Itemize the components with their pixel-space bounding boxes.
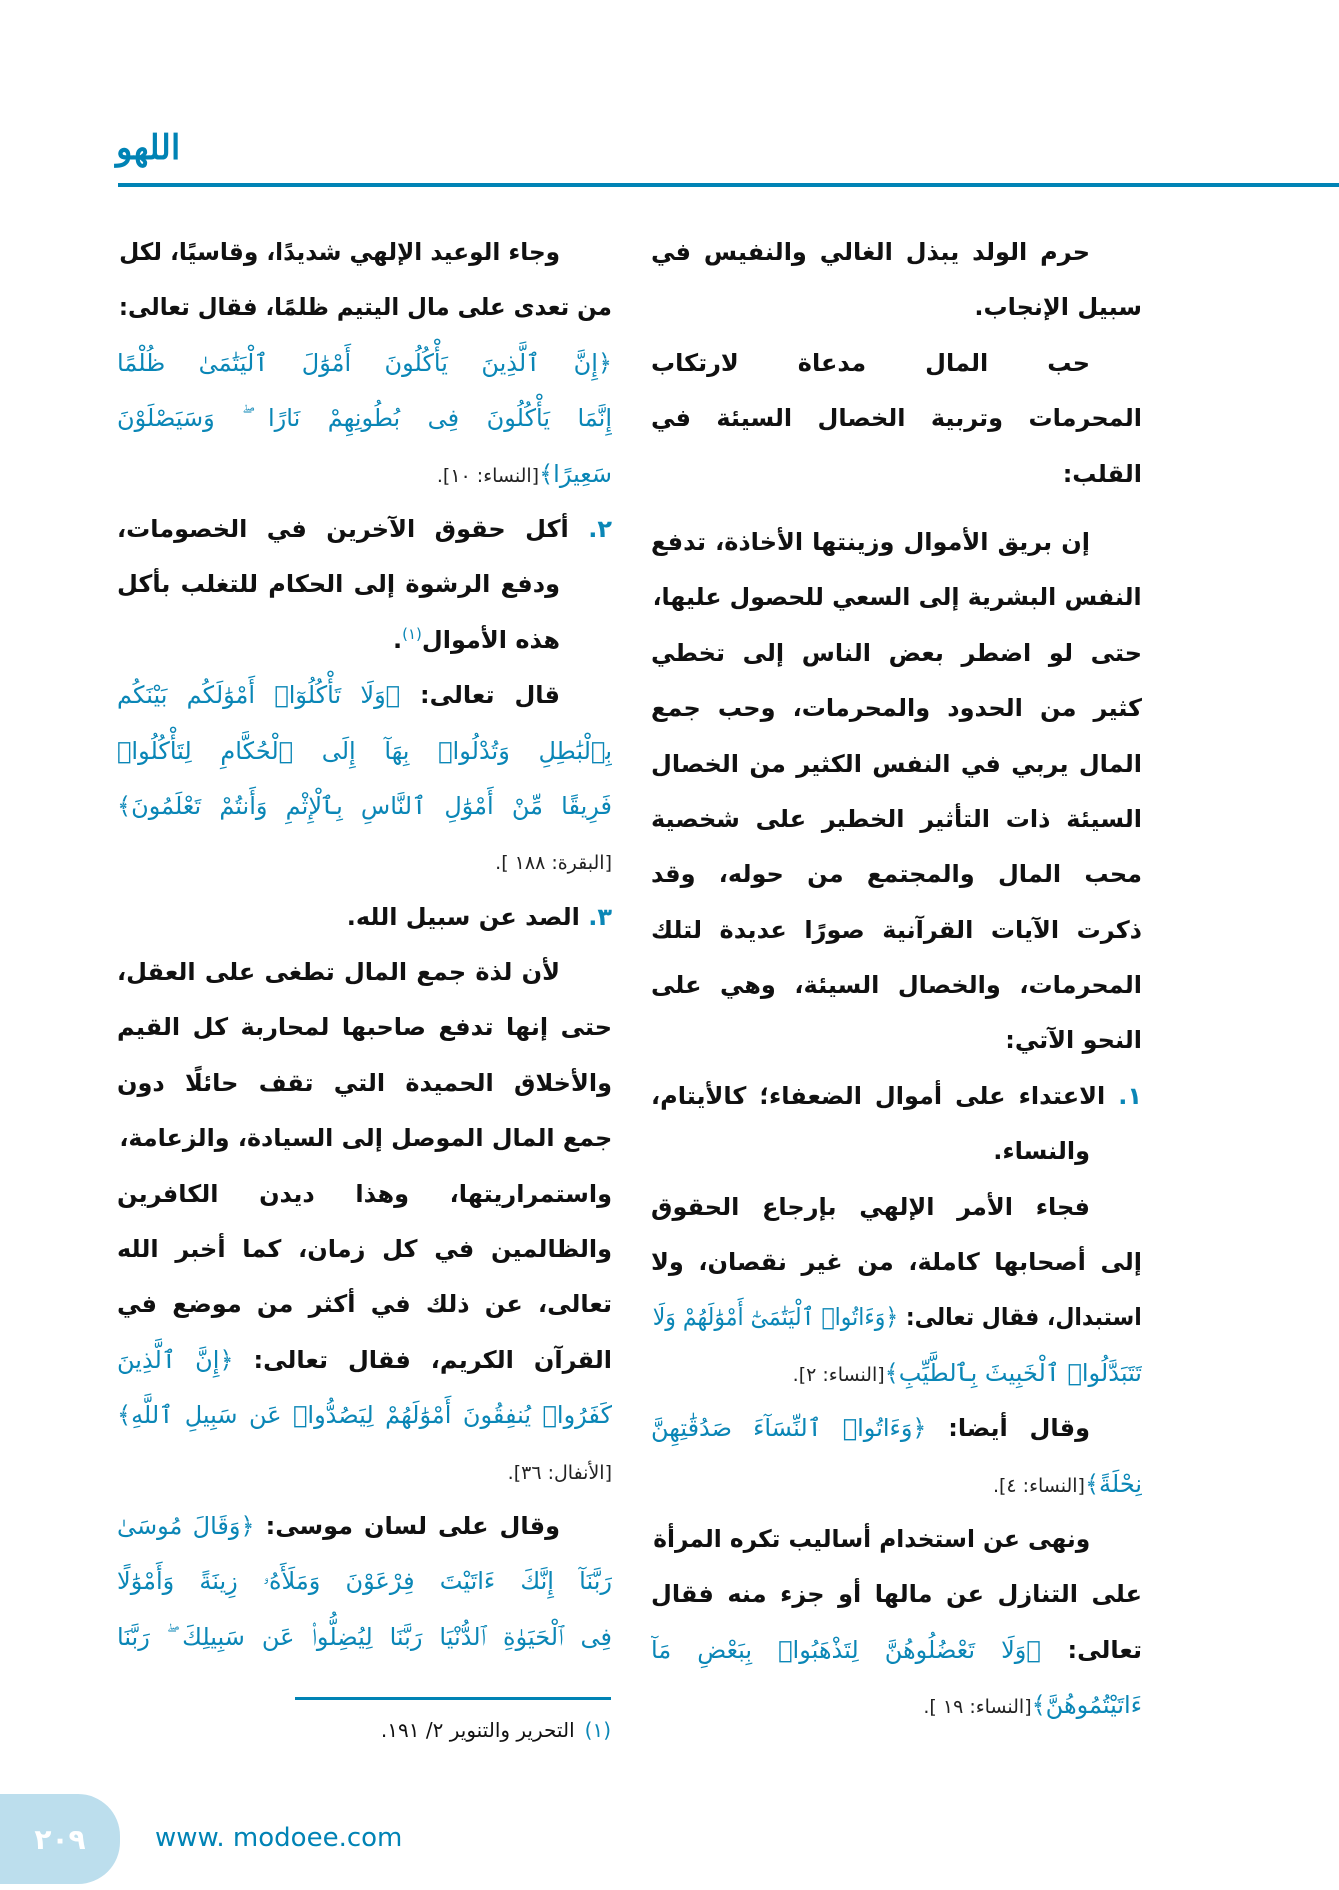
body-text: تعالى، عن ذلك في أكثر من موضع في — [117, 1290, 612, 1319]
body-text: قال تعالى: — [400, 681, 560, 710]
quran-verse: ﴿وَقَالَ مُوسَىٰ — [117, 1511, 255, 1540]
website-link[interactable]: www. modoee.com — [155, 1823, 403, 1853]
text-line — [117, 1111, 612, 1166]
body-text: إلى أصحابها كاملة، من غير نقصان، ولا — [651, 1248, 1142, 1277]
text-line — [651, 336, 1142, 391]
text-line — [651, 1678, 1142, 1733]
body-text: سبيل الإنجاب. — [974, 293, 1142, 322]
header-rule — [118, 183, 1339, 187]
body-text: واستمراريتها، وهذا ديدن الكافرين — [117, 1179, 612, 1208]
body-text: . — [393, 625, 403, 654]
quran-verse: كَفَرُوا۟ يُنفِقُونَ أَمْوَٰلَهُمْ لِيَصُدُّوا۟ عَن سَبِيلِ ٱللَّهِ﴾ — [117, 1401, 612, 1430]
quran-verse: إِنَّمَا يَأْكُلُونَ فِى بُطُونِهِمْ نَارًا ۖ وَسَيَصْلَوْنَ — [117, 404, 612, 433]
footnote-ref[interactable]: (١) — [402, 624, 422, 643]
quran-verse: رَبَّنَآ إِنَّكَ ءَاتَيْتَ فِرْعَوْنَ وَمَلَأَهُۥ زِينَةً وَأَمْوَٰلًا — [117, 1567, 612, 1596]
text-line — [117, 336, 612, 391]
verse-citation: [النساء: ٢]. — [792, 1363, 885, 1386]
body-text: النفس البشرية إلى السعي للحصول عليها، — [653, 583, 1142, 612]
verse-citation: [النساء: ٤]. — [992, 1474, 1085, 1497]
body-text: من تعدى على مال اليتيم ظلمًا، فقال تعالى: — [119, 293, 612, 322]
quran-verse: ﴿إِنَّ ٱلَّذِينَ يَأْكُلُونَ أَمْوَٰلَ ٱلْيَتَٰمَىٰ ظُلْمًا — [117, 348, 612, 377]
text-line — [651, 570, 1142, 625]
text-line — [117, 724, 612, 779]
text-line — [651, 1290, 1142, 1345]
verse-citation: [النساء: ١٠]. — [436, 464, 540, 487]
text-line — [651, 447, 1142, 502]
page-title: اللهو — [116, 128, 181, 168]
text-line — [117, 945, 612, 1000]
body-text: إن بريق الأموال وزينتها الأخاذة، تدفع — [651, 527, 1090, 556]
body-text: جمع المال الموصل إلى السيادة، والزعامة، — [119, 1124, 612, 1153]
text-line — [117, 1056, 612, 1111]
body-text: المحرمات وتربية الخصال السيئة في — [651, 404, 1142, 433]
body-text: السيئة ذات التأثير الخطير على شخصية — [651, 804, 1142, 833]
text-line — [651, 792, 1142, 847]
quran-verse: ﴿وَءَاتُوا۟ ٱلنِّسَآءَ صَدُقَٰتِهِنَّ — [651, 1414, 927, 1443]
body-text: تعالى: — [1040, 1635, 1142, 1664]
text-line — [117, 1610, 612, 1665]
text-line — [651, 847, 1142, 902]
quran-verse: بِٱلْبَٰطِلِ وَتُدْلُوا۟ بِهَآ إِلَى ٱلْحُكَّامِ لِتَأْكُلُوا۟ — [117, 736, 612, 765]
list-number: ٣. — [579, 902, 612, 931]
text-line — [651, 1567, 1142, 1622]
text-line — [117, 1167, 612, 1222]
text-line — [651, 958, 1142, 1013]
quran-verse: فَرِيقًا مِّنْ أَمْوَٰلِ ٱلنَّاسِ بِٱلْإِثْمِ وَأَنتُمْ تَعْلَمُونَ﴾ — [117, 791, 612, 820]
text-line — [117, 1499, 612, 1554]
text-line — [117, 1000, 612, 1055]
text-line — [651, 1013, 1142, 1068]
body-text: على التنازل عن مالها أو جزء منه فقال — [651, 1580, 1142, 1609]
quran-verse: نِحْلَةً﴾ — [1084, 1469, 1142, 1498]
list-number: ١. — [1105, 1081, 1142, 1110]
quran-verse: ﴿وَلَا تَعْضُلُوهُنَّ لِتَذْهَبُوا۟ بِبَعْضِ مَآ — [651, 1635, 1041, 1664]
text-line — [651, 1124, 1142, 1179]
footnote-number: (١) — [584, 1718, 611, 1742]
text-line — [651, 737, 1142, 792]
body-text: النحو الآتي: — [1005, 1026, 1142, 1055]
text-line — [651, 1623, 1142, 1678]
page-number: ٢٠٩ — [34, 1822, 86, 1856]
page-number-badge — [0, 1794, 120, 1884]
text-line — [651, 903, 1142, 958]
body-text: حتى لو اضطر بعض الناس إلى تخطي — [651, 638, 1142, 667]
body-text: حب المال مدعاة لارتكاب — [651, 348, 1090, 377]
list-number: ٢. — [568, 514, 612, 543]
text-line — [117, 890, 612, 945]
text-line — [651, 1512, 1142, 1567]
text-line — [117, 1388, 612, 1443]
verse-citation: [الأنفال: ٣٦]. — [507, 1461, 612, 1484]
quran-verse: ﴿إِنَّ ٱلَّذِينَ — [117, 1345, 234, 1374]
body-text: الاعتداء على أموال الضعفاء؛ كالأيتام، — [651, 1081, 1106, 1110]
text-line — [651, 280, 1142, 335]
body-text: حرم الولد يبذل الغالي والنفيس في — [651, 238, 1090, 266]
body-text: هذه الأموال — [421, 625, 560, 654]
body-text: أكل حقوق الآخرين في الخصومات، — [117, 514, 569, 543]
quran-verse: ءَاتَيْتُمُوهُنَّ﴾ — [1031, 1691, 1142, 1720]
body-text: وجاء الوعيد الإلهي شديدًا، وقاسيًا، لكل — [119, 238, 560, 266]
body-text: القلب: — [1062, 459, 1142, 488]
body-text: والأخلاق الحميدة التي تقف حائلًا دون — [117, 1068, 612, 1097]
quran-verse: فِى ٱلْحَيَوٰةِ ٱلدُّنْيَا رَبَّنَا لِيُضِلُّوا۟ عَن سَبِيلِكَ ۖ رَبَّنَا — [117, 1622, 612, 1651]
body-text: كثير من الحدود والمحرمات، وحب جمع — [651, 694, 1142, 723]
text-line — [651, 626, 1142, 681]
body-text: والنساء. — [993, 1137, 1090, 1166]
body-text: حتى إنها تدفع صاحبها لمحاربة كل القيم — [117, 1013, 612, 1042]
text-line — [651, 515, 1142, 570]
left-column — [117, 225, 612, 1665]
text-line — [117, 225, 612, 280]
text-line — [651, 1401, 1142, 1456]
text-line — [651, 225, 1142, 280]
text-line — [117, 834, 612, 889]
quran-verse: ﴿وَءَاتُوا۟ ٱلْيَتَٰمَىٰٓ أَمْوَٰلَهُمْ وَلَا — [653, 1303, 899, 1332]
text-line — [117, 1222, 612, 1277]
text-line — [117, 613, 612, 668]
body-text: لأن لذة جمع المال تطغى على العقل، — [117, 958, 560, 987]
body-text: القرآن الكريم، فقال تعالى: — [233, 1345, 612, 1374]
footnote-text: التحرير والتنوير ٢/ ١٩١. — [380, 1718, 575, 1742]
verse-citation: [البقرة: ١٨٨ ]. — [495, 852, 612, 875]
quran-verse: تَتَبَدَّلُوا۟ ٱلْخَبِيثَ بِٱلطَّيِّبِ﴾ — [884, 1358, 1142, 1387]
quran-verse: ﴿وَلَا تَأْكُلُوٓا۟ أَمْوَٰلَكُم بَيْنَكُم — [117, 681, 401, 710]
text-line — [117, 779, 612, 834]
text-line — [117, 1554, 612, 1609]
text-line — [651, 681, 1142, 736]
text-line — [117, 1333, 612, 1388]
quran-verse: سَعِيرًا﴾ — [539, 459, 612, 488]
body-text: وقال أيضا: — [926, 1414, 1090, 1443]
body-text: وقال على لسان موسى: — [254, 1511, 560, 1540]
text-line — [117, 280, 612, 335]
text-line — [117, 391, 612, 446]
text-line — [117, 1444, 612, 1499]
text-line — [117, 668, 612, 723]
body-text: فجاء الأمر الإلهي بإرجاع الحقوق — [651, 1192, 1090, 1221]
body-text: استبدال، فقال تعالى: — [898, 1303, 1142, 1332]
body-text: ودفع الرشوة إلى الحكام للتغلب بأكل — [117, 570, 560, 599]
text-line — [651, 1235, 1142, 1290]
text-line — [117, 447, 612, 502]
body-text: والظالمين في كل زمان، كما أخبر الله — [117, 1235, 612, 1264]
text-line — [117, 1277, 612, 1332]
body-text: المال يربي في النفس الكثير من الخصال — [651, 749, 1142, 778]
body-text: الصد عن سبيل الله. — [346, 902, 580, 931]
text-line — [117, 502, 612, 557]
verse-citation: [النساء: ١٩ ]. — [923, 1696, 1032, 1719]
footnote-rule — [295, 1697, 611, 1700]
body-text: محب المال والمجتمع من حوله، وقد — [651, 860, 1142, 889]
body-text: ذكرت الآيات القرآنية صورًا عديدة لتلك — [651, 915, 1142, 944]
body-text: ونهى عن استخدام أساليب تكره المرأة — [653, 1524, 1090, 1553]
footnote — [295, 1718, 611, 1742]
text-line — [651, 1346, 1142, 1401]
text-line — [651, 1457, 1142, 1512]
text-line — [651, 391, 1142, 446]
right-column — [651, 225, 1142, 1734]
text-line — [117, 557, 612, 612]
body-text: المحرمات، والخصال السيئة، وهي على — [651, 971, 1142, 1000]
text-line — [651, 1069, 1142, 1124]
text-line — [651, 1180, 1142, 1235]
